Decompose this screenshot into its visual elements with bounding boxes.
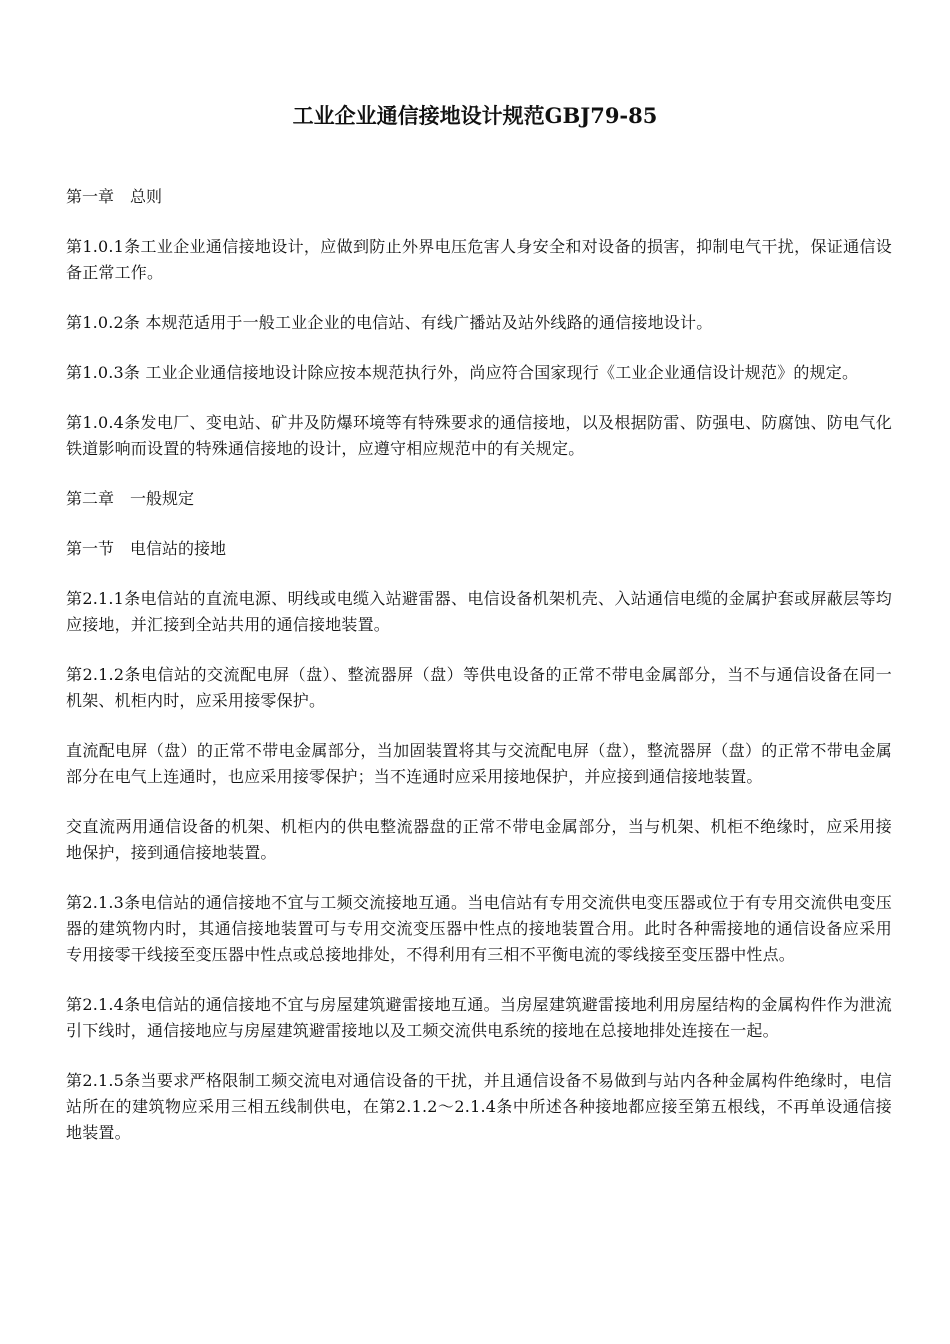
article-2-1-2-acdc-paragraph: 交直流两用通信设备的机架、机柜内的供电整流器盘的正常不带电金属部分，当与机架、机柜不绝缘时，应采用接地保护，接到通信接地装置。 [66, 817, 892, 862]
section-heading-1: 第一节 电信站的接地 [66, 539, 227, 558]
article-2-1-1: 第2.1.1条电信站的直流电源、明线或电缆入站避雷器、电信设备机架机壳、入站通信电缆的金属护套或屏蔽层等均应接地，并汇接到全站共用的通信接地装置。 [66, 589, 892, 634]
document-title: 工业企业通信接地设计规范GBJ79-85 [292, 103, 658, 128]
article-1-0-3: 第1.0.3条 工业企业通信接地设计除应按本规范执行外，尚应符合国家现行《工业企业通信设计规范》的规定。 [66, 363, 859, 382]
article-2-1-5: 第2.1.5条当要求严格限制工频交流电对通信设备的干扰，并且通信设备不易做到与站内各种金属构件绝缘时，电信站所在的建筑物应采用三相五线制供电，在第2.1.2～2.1.4条中所述各种接地都应接至第五根线，不再单设通信接地装置。 [66, 1071, 892, 1142]
article-1-0-1: 第1.0.1条工业企业通信接地设计，应做到防止外界电压危害人身安全和对设备的损害，抑制电气干扰，保证通信设备正常工作。 [66, 237, 892, 282]
article-1-0-2: 第1.0.2条 本规范适用于一般工业企业的电信站、有线广播站及站外线路的通信接地设计。 [66, 313, 713, 332]
article-2-1-2-dc-paragraph: 直流配电屏（盘）的正常不带电金属部分，当加固装置将其与交流配电屏（盘），整流器屏（盘）的正常不带电金属部分在电气上连通时，也应采用接零保护；当不连通时应采用接地保护，并应接到通信接地装置。 [66, 741, 892, 786]
chapter-heading-2: 第二章 一般规定 [66, 489, 195, 508]
article-1-0-4: 第1.0.4条发电厂、变电站、矿井及防爆环境等有特殊要求的通信接地，以及根据防雷、防强电、防腐蚀、防电气化铁道影响而设置的特殊通信接地的设计，应遵守相应规范中的有关规定。 [66, 413, 892, 458]
article-2-1-2: 第2.1.2条电信站的交流配电屏（盘）、整流器屏（盘）等供电设备的正常不带电金属部分，当不与通信设备在同一机架、机柜内时，应采用接零保护。 [66, 665, 892, 710]
document-body [66, 184, 892, 1170]
chapter-heading-1: 第一章 总则 [66, 187, 163, 206]
article-2-1-4: 第2.1.4条电信站的通信接地不宜与房屋建筑避雷接地互通。当房屋建筑避雷接地利用房屋结构的金属构件作为泄流引下线时，通信接地应与房屋建筑避雷接地以及工频交流供电系统的接地在总接地排处连接在一起。 [66, 995, 892, 1040]
article-2-1-3: 第2.1.3条电信站的通信接地不宜与工频交流接地互通。当电信站有专用交流供电变压器或位于有专用交流供电变压器的建筑物内时，其通信接地装置可与专用交流变压器中性点的接地装置合用。此时各种需接地的通信设备应采用专用接零干线接至变压器中性点或总接地排处，不得利用有三相不平衡电流的零线接至变压器中性点。 [66, 893, 892, 964]
